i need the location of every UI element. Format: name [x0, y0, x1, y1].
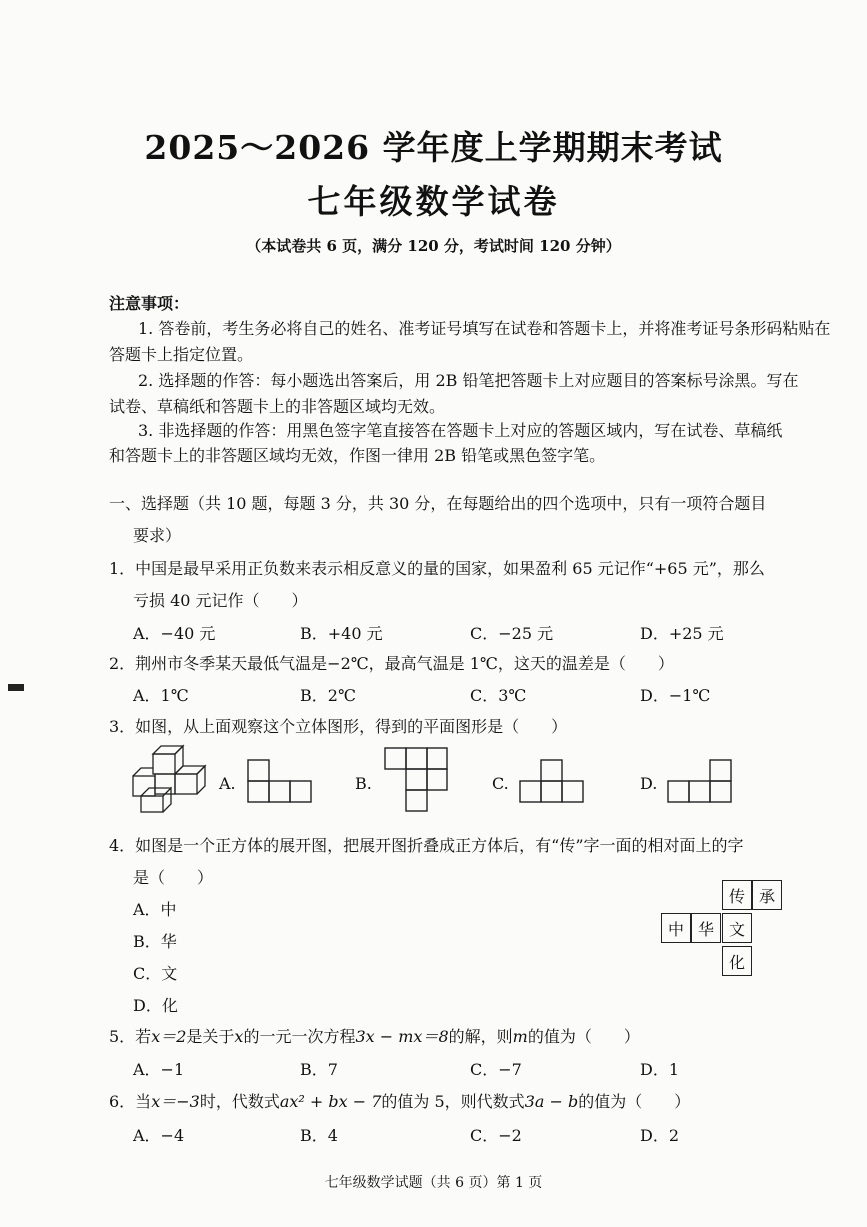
q5-mid3: 的解，则 [448, 1027, 513, 1046]
q6-mid1: 时，代数式 [199, 1092, 280, 1111]
q6-condition: x＝−3 [151, 1092, 200, 1111]
q5-var-x: x [234, 1027, 244, 1046]
q3-option-b-figure [384, 747, 448, 813]
paper-subtitle: （本试卷共 6 页，满分 120 分，考试时间 120 分钟） [246, 237, 621, 255]
q3-option-c-figure [519, 759, 585, 803]
q5-option-b: B．7 [300, 1060, 338, 1079]
q1-option-c: C．−25 元 [470, 624, 554, 643]
page-footer: 七年级数学试题（共 6 页）第 1 页 [324, 1175, 543, 1191]
q6-prefix: 6．当 [109, 1092, 152, 1111]
q5-mid2: 的一元一次方程 [243, 1027, 356, 1046]
q2-stem: 2．荆州市冬季某天最低气温是−2℃，最高气温是 1℃，这天的温差是（ ） [109, 654, 674, 673]
net-cell-hua: 华 [691, 913, 721, 943]
q6-option-d: D．2 [640, 1126, 680, 1145]
q6-stem [109, 1089, 690, 1112]
q4-option-c: C．文 [133, 964, 178, 983]
q5-stem [109, 1024, 640, 1047]
q1-option-b: B．+40 元 [300, 624, 383, 643]
q5-equation: 3x − mx＝8 [355, 1027, 449, 1046]
q6-mid2: 的值为 5，则代数式 [381, 1092, 525, 1111]
q5-var-m: m [512, 1027, 528, 1046]
q5-condition: x＝2 [151, 1027, 187, 1046]
q5-option-c: C．−7 [470, 1060, 522, 1079]
notice-line-2: 答题卡上指定位置。 [109, 345, 254, 364]
exam-title: 2025～2026 学年度上学期期末考试 [144, 128, 723, 167]
q6-option-a: A．−4 [133, 1126, 185, 1145]
q2-option-d: D．−1℃ [640, 686, 711, 705]
notice-line-3: 2. 选择题的作答：每小题选出答案后，用 2B 铅笔把答题卡上对应题目的答案标号涂黑。写在 [138, 371, 799, 390]
q3-stem: 3．如图，从上面观察这个立体图形，得到的平面图形是（ ） [109, 717, 568, 736]
q4-option-b: B．华 [133, 932, 177, 951]
notice-heading: 注意事项： [109, 294, 190, 313]
notice-line-1: 1. 答卷前，考生务必将自己的姓名、准考证号填写在试卷和答题卡上，并将准考证号条形码粘贴在 [138, 319, 831, 338]
q3-option-b: B. [355, 774, 372, 793]
paper-title: 七年级数学试卷 [307, 182, 560, 221]
q4-option-a: A．中 [133, 900, 177, 919]
q5-option-d: D．1 [640, 1060, 680, 1079]
q2-option-c: C．3℃ [470, 686, 527, 705]
section-heading-line-1: 一、选择题（共 10 题，每题 3 分，共 30 分，在每题给出的四个选项中，只有一项符合题目 [109, 494, 767, 513]
q3-solid-figure [131, 744, 209, 814]
q2-option-a: A．1℃ [133, 686, 189, 705]
q3-option-a-figure [247, 759, 313, 803]
q4-stem-line-2: 是（ ） [133, 868, 214, 887]
q6-option-c: C．−2 [470, 1126, 522, 1145]
notice-line-4: 试卷、草稿纸和答题卡上的非答题区域均无效。 [109, 397, 446, 416]
net-cell-zhong: 中 [661, 913, 691, 943]
q3-option-d-figure [667, 759, 733, 803]
net-cell-hua2: 化 [722, 946, 752, 976]
q2-option-b: B．2℃ [300, 686, 356, 705]
q1-option-d: D．+25 元 [640, 624, 724, 643]
net-cell-chuan: 传 [722, 880, 752, 910]
q4-stem-line-1: 4．如图是一个正方体的展开图，把展开图折叠成正方体后，有“传”字一面的相对面上的字 [109, 836, 744, 855]
q3-option-c: C. [492, 774, 509, 793]
q3-option-a: A. [219, 774, 236, 793]
notice-line-6: 和答题卡上的非答题区域均无效，作图一律用 2B 铅笔或黑色签字笔。 [109, 446, 606, 465]
section-heading-line-2: 要求） [133, 526, 182, 545]
q6-suffix: 的值为（ ） [578, 1092, 691, 1111]
q1-option-a: A．−40 元 [133, 624, 216, 643]
q6-option-b: B．4 [300, 1126, 338, 1145]
q1-stem-line-2: 亏损 40 元记作（ ） [133, 591, 308, 610]
scan-mark [8, 684, 24, 691]
q5-suffix: 的值为（ ） [527, 1027, 640, 1046]
q6-expression-2: 3a − b [524, 1092, 579, 1111]
net-cell-cheng: 承 [752, 880, 782, 910]
q5-option-a: A．−1 [133, 1060, 185, 1079]
q4-option-d: D．化 [133, 996, 178, 1015]
q5-mid1: 是关于 [186, 1027, 235, 1046]
net-cell-wen: 文 [722, 913, 752, 943]
q6-expression: ax² + bx − 7 [279, 1092, 382, 1111]
q1-stem-line-1: 1．中国是最早采用正负数来表示相反意义的量的国家，如果盈利 65 元记作“+65 元”，那么 [109, 559, 765, 578]
notice-line-5: 3. 非选择题的作答：用黑色签字笔直接答在答题卡上对应的答题区域内，写在试卷、草稿纸 [138, 421, 783, 440]
q3-option-d: D. [640, 774, 658, 793]
q5-prefix: 5．若 [109, 1027, 152, 1046]
